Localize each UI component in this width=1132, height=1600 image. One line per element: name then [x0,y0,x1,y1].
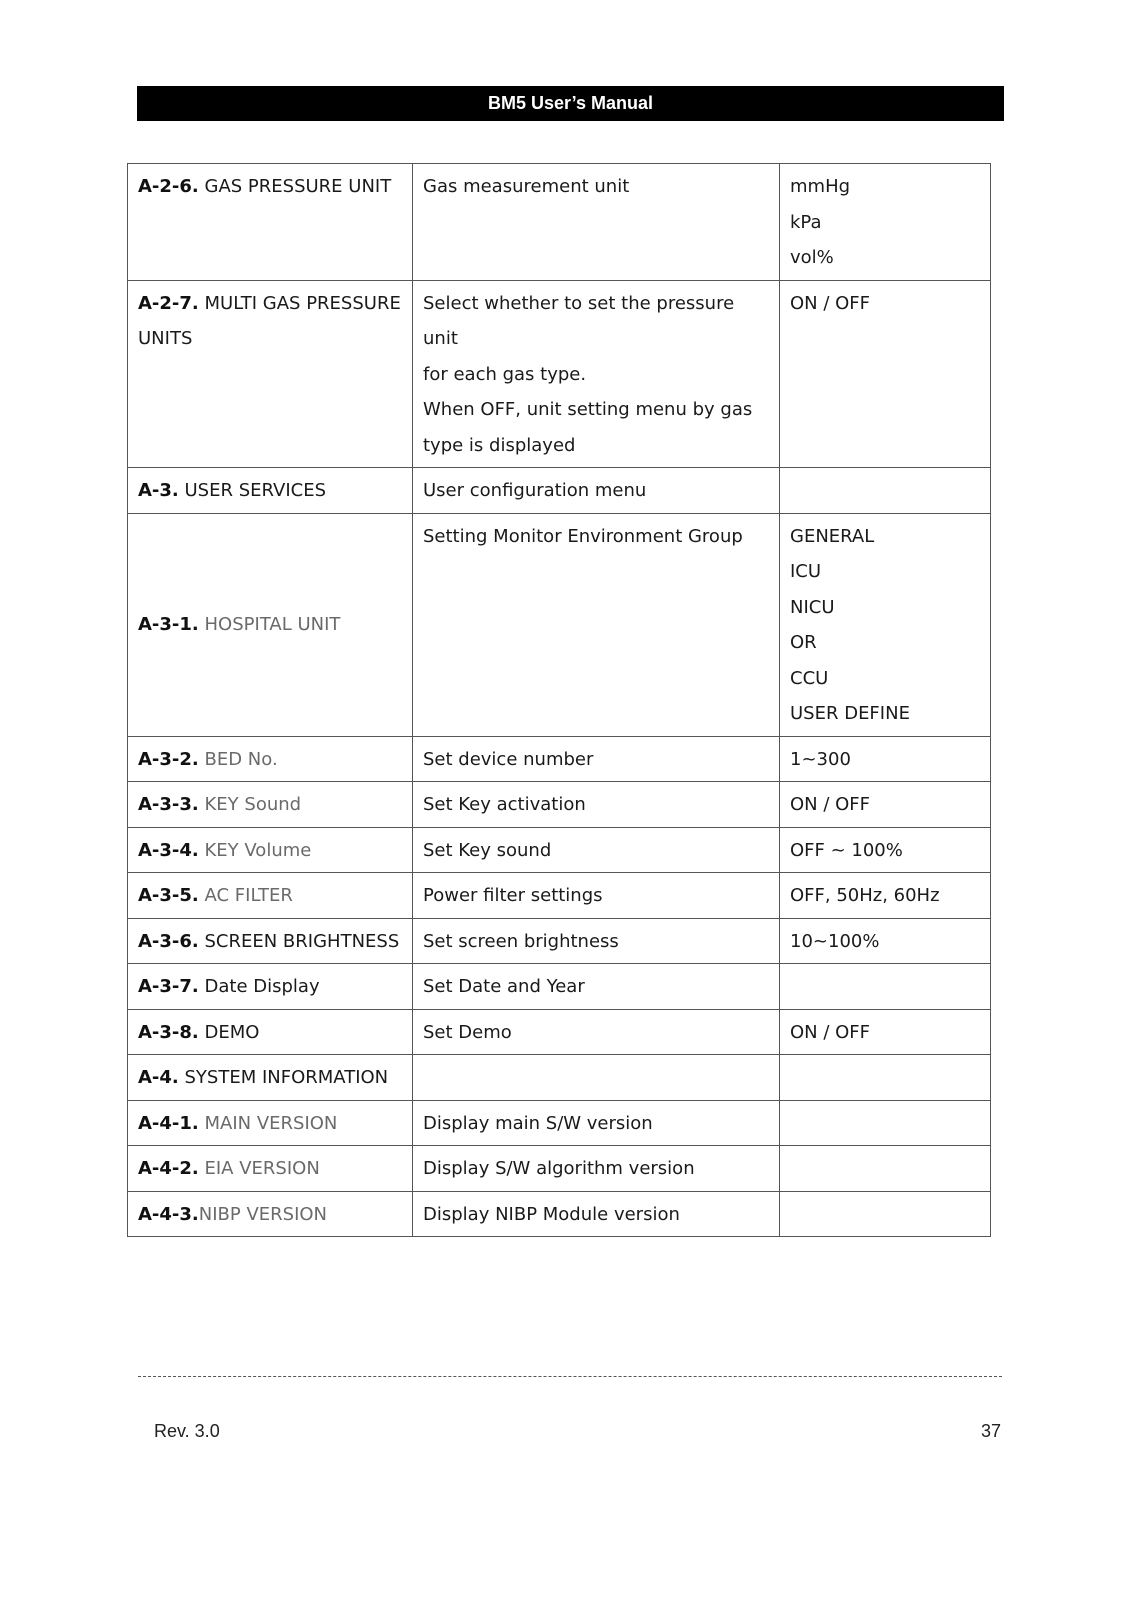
option-value: ON / OFF [790,292,871,314]
option-value: ON / OFF [790,794,871,815]
setting-name-cell [128,1146,413,1192]
setting-name: Date Display [204,976,320,997]
description-line: User configuration menu [423,480,647,501]
setting-options-cell [780,513,991,736]
table-row [128,164,991,281]
description-line: type is displayed [423,434,576,456]
description-line: Set Date and Year [423,976,585,997]
setting-name-cell [128,513,413,736]
setting-name: SCREEN BRIGHTNESS [204,930,400,952]
table-row [128,782,991,828]
setting-options-cell [780,468,991,514]
setting-name-cell [128,164,413,281]
setting-options-cell [780,1009,991,1055]
setting-code: A-2-6. [138,176,199,197]
description-line: Set Demo [423,1021,512,1043]
setting-description-cell [413,1191,780,1237]
setting-code: A-4. [138,1067,179,1088]
setting-options-cell [780,164,991,281]
option-value: 10~100% [790,930,880,952]
setting-code: A-4-3. [138,1203,199,1225]
setting-name-cell [128,1191,413,1237]
table-row [128,280,991,468]
setting-code: A-4-1. [138,1112,199,1134]
setting-code: A-3-1. [138,614,199,636]
setting-options-cell [780,1191,991,1237]
option-value: USER DEFINE [790,703,910,724]
setting-code: A-3-3. [138,794,199,815]
table-row [128,827,991,873]
setting-code: A-3-6. [138,930,199,952]
revision-label: Rev. 3.0 [154,1421,220,1441]
setting-description-cell [413,873,780,919]
table-row [128,964,991,1010]
setting-description-cell [413,468,780,514]
option-value: OR [790,632,817,653]
setting-options-cell [780,280,991,468]
setting-description-cell [413,164,780,281]
description-line: Set Key activation [423,794,586,815]
setting-options-cell [780,873,991,919]
setting-name-cell [128,827,413,873]
setting-name: GAS PRESSURE UNIT [204,176,392,197]
setting-name-cell [128,736,413,782]
settings-table-body [128,164,991,1237]
table-row [128,873,991,919]
setting-name: AC FILTER [204,885,293,906]
setting-name: HOSPITAL UNIT [204,614,341,636]
description-line: When OFF, unit setting menu by gas [423,399,753,420]
setting-code: A-3. [138,480,179,501]
setting-description-cell [413,280,780,468]
setting-description-cell [413,918,780,964]
table-row [128,468,991,514]
setting-name-cell [128,280,413,468]
setting-options-cell [780,964,991,1010]
setting-options-cell [780,1146,991,1192]
option-value: kPa [790,211,822,233]
setting-name-cell [128,964,413,1010]
setting-description-cell [413,782,780,828]
setting-description-cell [413,827,780,873]
setting-name-cell [128,918,413,964]
setting-description-cell [413,736,780,782]
setting-options-cell [780,1100,991,1146]
description-line: Set device number [423,748,594,770]
table-row [128,513,991,736]
table-row [128,1146,991,1192]
setting-description-cell [413,513,780,736]
table-row [128,1009,991,1055]
setting-code: A-3-5. [138,885,199,906]
setting-description-cell [413,1146,780,1192]
description-line: for each gas type. [423,363,587,385]
description-line: Select whether to set the pressure unit [423,292,735,349]
option-value: OFF ~ 100% [790,839,903,861]
page-number: 37 [980,1421,1001,1441]
description-line: Gas measurement unit [423,176,630,197]
description-line: Set screen brightness [423,930,619,952]
option-value: 1~300 [790,748,851,770]
option-value: vol% [790,247,834,268]
table-row [128,1055,991,1101]
settings-table [127,163,991,1237]
setting-options-cell [780,782,991,828]
setting-name-cell [128,468,413,514]
setting-name-cell [128,782,413,828]
setting-name: BED No. [204,748,278,770]
table-row [128,1100,991,1146]
setting-description-cell [413,1009,780,1055]
option-value: CCU [790,667,829,689]
setting-code: A-4-2. [138,1158,199,1179]
option-value: OFF, 50Hz, 60Hz [790,885,940,906]
setting-options-cell [780,827,991,873]
setting-description-cell [413,964,780,1010]
description-line: Power filter settings [423,885,603,906]
setting-description-cell [413,1100,780,1146]
setting-name-cell [128,1009,413,1055]
footer-divider [138,1376,1002,1377]
setting-name: MULTI GAS PRESSURE UNITS [138,292,401,349]
setting-code: A-2-7. [138,292,199,314]
setting-name: MAIN VERSION [204,1112,338,1134]
setting-name: KEY Volume [204,839,312,861]
setting-name: KEY Sound [204,794,302,815]
option-value: mmHg [790,176,851,197]
description-line: Display main S/W version [423,1112,653,1134]
option-value: ICU [790,561,822,582]
setting-code: A-3-2. [138,748,199,770]
option-value: GENERAL [790,525,875,547]
setting-name-cell [128,1055,413,1101]
description-line: Display S/W algorithm version [423,1158,695,1179]
setting-name: SYSTEM INFORMATION [184,1067,389,1088]
setting-name-cell [128,1100,413,1146]
manual-header-bar [137,86,1004,121]
setting-name: NIBP VERSION [198,1203,328,1225]
setting-code: A-3-4. [138,839,199,861]
table-row [128,736,991,782]
setting-code: A-3-7. [138,976,199,997]
setting-options-cell [780,918,991,964]
setting-name: DEMO [204,1021,260,1043]
description-line: Display NIBP Module version [423,1203,680,1225]
option-value: NICU [790,596,835,618]
setting-name: USER SERVICES [184,480,327,501]
setting-options-cell [780,1055,991,1101]
option-value: ON / OFF [790,1021,871,1043]
description-line: Setting Monitor Environment Group [423,525,743,547]
description-line: Set Key sound [423,839,552,861]
setting-name: EIA VERSION [204,1158,320,1179]
setting-options-cell [780,736,991,782]
setting-code: A-3-8. [138,1021,199,1043]
setting-name-cell [128,873,413,919]
manual-title: BM5 User’s Manual [487,93,654,113]
table-row [128,1191,991,1237]
table-row [128,918,991,964]
setting-description-cell [413,1055,780,1101]
